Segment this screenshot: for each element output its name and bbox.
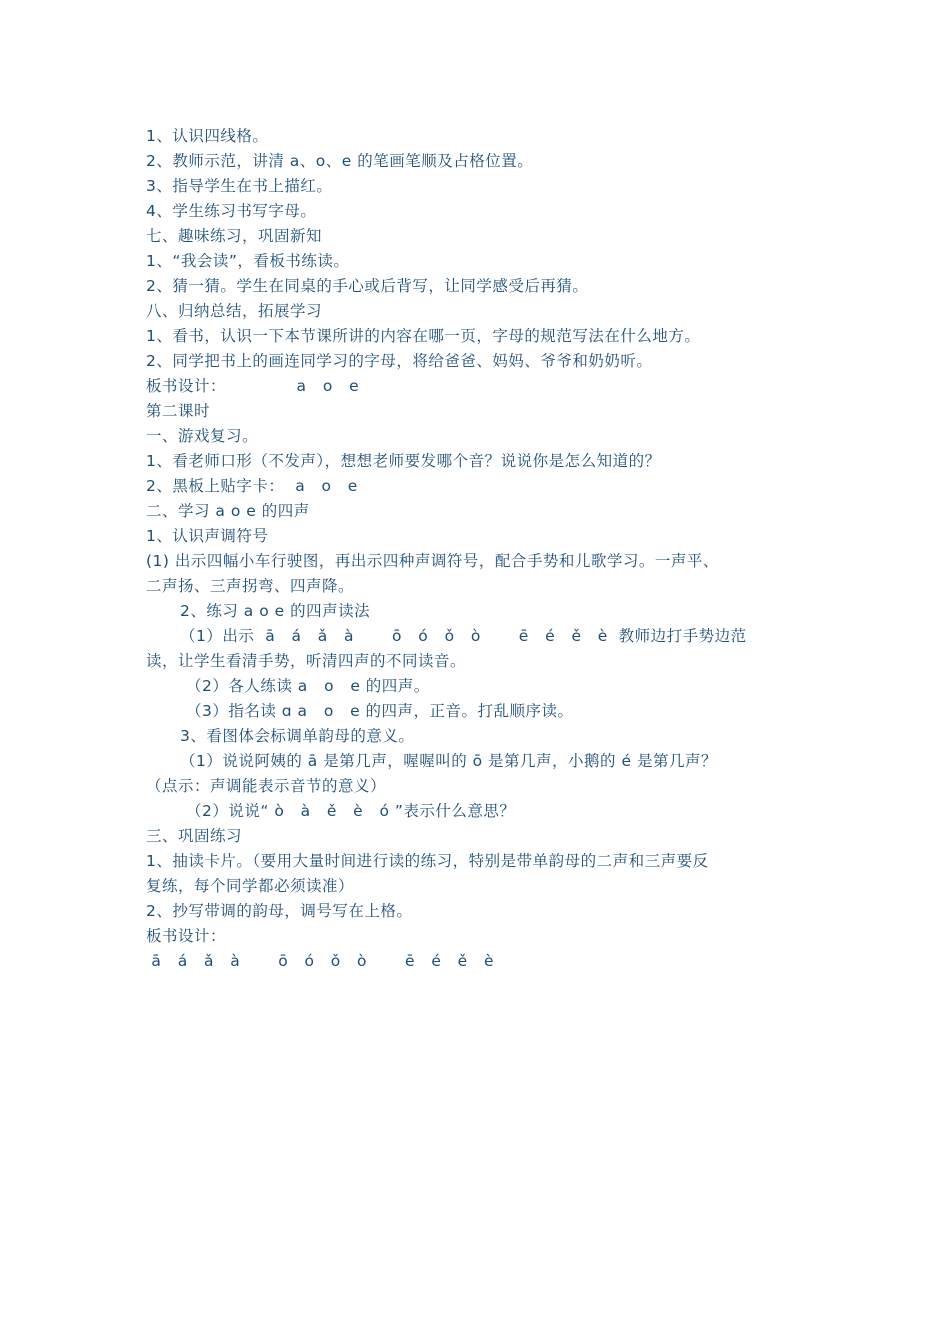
text-line: 3、指导学生在书上描红。 bbox=[146, 177, 333, 195]
text-line: 2、猜一猜。学生在同桌的手心或后背写，让同学感受后再猜。 bbox=[146, 277, 589, 295]
text-line: 1、看老师口形（不发声），想想老师要发哪个音？说说你是怎么知道的？ bbox=[146, 452, 661, 470]
section-heading: 二、学习 a o e 的四声 bbox=[146, 502, 310, 520]
board-design-label: 板书设计： bbox=[146, 927, 227, 945]
text-line: （点示：声调能表示音节的意义） bbox=[146, 777, 387, 795]
section-heading: 一、游戏复习。 bbox=[146, 427, 259, 445]
text-line: 2、教师示范，讲清 a、o、e 的笔画笔顺及占格位置。 bbox=[146, 152, 534, 170]
lesson-heading: 第二课时 bbox=[146, 402, 211, 420]
text-line: 1、看书，认识一下本节课所讲的内容在哪一页，字母的规范写法在什么地方。 bbox=[146, 327, 701, 345]
text-line: 1、认识四线格。 bbox=[146, 127, 269, 145]
text-line: 2、抄写带调的韵母，调号写在上格。 bbox=[146, 902, 413, 920]
document-body bbox=[146, 124, 826, 974]
text-line: 4、学生练习书写字母。 bbox=[146, 202, 317, 220]
text-line: （3）指名读 ɑ a o e 的四声，正音。打乱顺序读。 bbox=[186, 702, 574, 720]
text-line: （2）说说“ ò à ě è ó ”表示什么意思？ bbox=[186, 802, 516, 820]
text-line: 1、抽读卡片。（要用大量时间进行读的练习，特别是带单韵母的二声和三声要反 bbox=[146, 852, 709, 870]
text-line: (1) 出示四幅小车行驶图，再出示四种声调符号，配合手势和儿歌学习。一声平、 bbox=[146, 552, 719, 570]
text-line: 2、黑板上贴字卡： a o e bbox=[146, 477, 358, 495]
section-heading: 三、巩固练习 bbox=[146, 827, 243, 845]
board-design-tones: ā á ǎ à ō ó ǒ ò ē é ě è bbox=[146, 952, 495, 970]
text-line: 2、练习 a o e 的四声读法 bbox=[180, 602, 371, 620]
text-line: （1）说说阿姨的 ā 是第几声，喔喔叫的 ō 是第几声，小鹅的 é 是第几声？ bbox=[180, 752, 717, 770]
text-line: 2、同学把书上的画连同学习的字母，将给爸爸、妈妈、爷爷和奶奶听。 bbox=[146, 352, 653, 370]
text-line: 读，让学生看清手势，听清四声的不同读音。 bbox=[146, 652, 467, 670]
board-design-line: 板书设计： a o e bbox=[146, 377, 360, 395]
text-line: （2）各人练读 a o e 的四声。 bbox=[186, 677, 430, 695]
text-line: （1）出示 ā á ǎ à ō ó ǒ ò ē é ě è 教师边打手势边范 bbox=[180, 627, 747, 645]
text-line: 二声扬、三声拐弯、四声降。 bbox=[146, 577, 355, 595]
section-heading: 七、趣味练习，巩固新知 bbox=[146, 227, 323, 245]
text-line: 1、认识声调符号 bbox=[146, 527, 269, 545]
section-heading: 八、归纳总结，拓展学习 bbox=[146, 302, 323, 320]
text-line: 复练，每个同学都必须读准） bbox=[146, 877, 355, 895]
text-line: 1、“我会读”，看板书练读。 bbox=[146, 252, 350, 270]
text-line: 3、看图体会标调单韵母的意义。 bbox=[180, 727, 415, 745]
